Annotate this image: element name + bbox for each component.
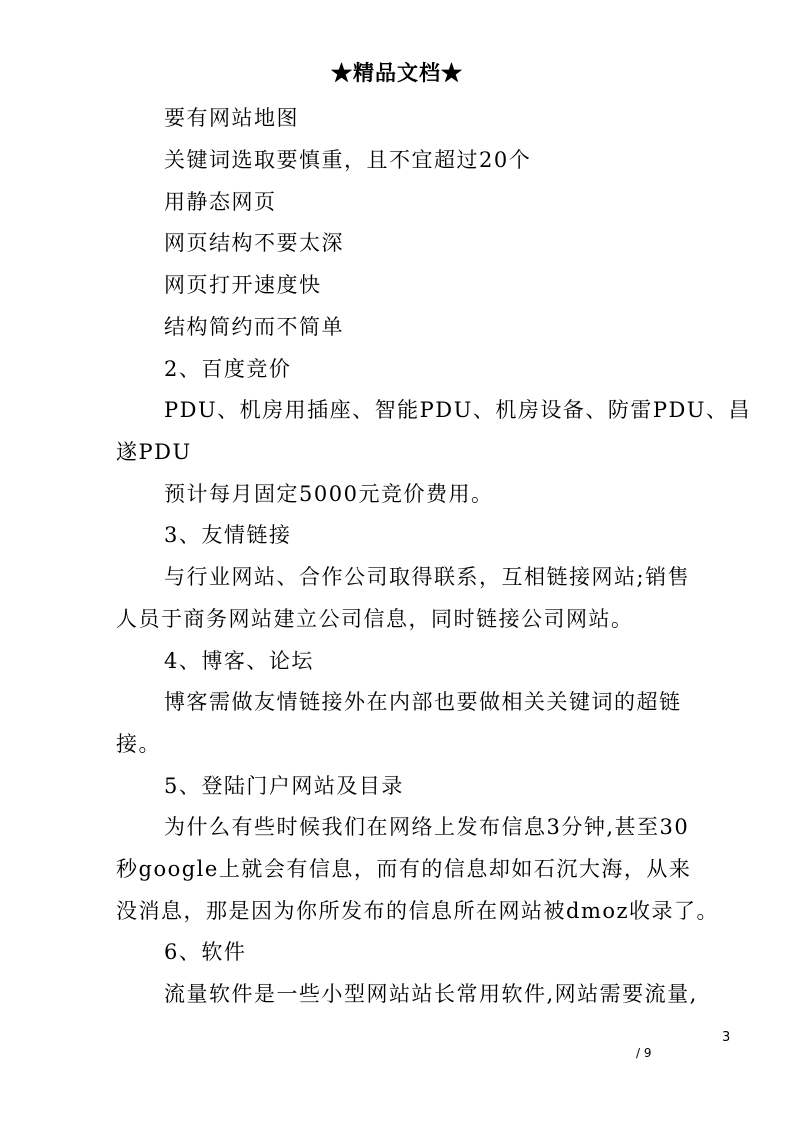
section-heading: 4、博客、论坛 <box>164 649 314 673</box>
document-header-title: ★精品文档★ <box>331 60 463 85</box>
body-line: 要有网站地图 <box>164 106 299 130</box>
body-line: 人员于商务网站建立公司信息，同时链接公司网站。 <box>116 607 634 631</box>
body-line: 网页打开速度快 <box>164 273 322 297</box>
page-total: / 9 <box>636 1046 652 1060</box>
body-line: 没消息，那是因为你所发布的信息所在网站被dmoz收录了。 <box>116 899 720 923</box>
body-line: 流量软件是一些小型网站站长常用软件,网站需要流量, <box>164 982 698 1006</box>
body-line: 与行业网站、合作公司取得联系，互相链接网站;销售 <box>164 565 691 589</box>
section-heading: 6、软件 <box>164 940 247 964</box>
body-line: 预计每月固定5000元竞价费用。 <box>164 482 494 506</box>
body-line: 遂PDU <box>116 440 192 464</box>
body-line: 结构简约而不简单 <box>164 315 344 339</box>
section-heading: 5、登陆门户网站及目录 <box>164 774 404 798</box>
body-line: 为什么有些时候我们在网络上发布信息3分钟,甚至30 <box>164 815 690 839</box>
body-line: 博客需做友情链接外在内部也要做相关关键词的超链 <box>164 690 682 714</box>
body-line: 用静态网页 <box>164 190 277 214</box>
body-line: 秒google上就会有信息，而有的信息却如石沉大海，从来 <box>116 857 692 881</box>
body-line: 网页结构不要太深 <box>164 231 344 255</box>
body-line: PDU、机房用插座、智能PDU、机房设备、防雷PDU、昌 <box>164 398 751 422</box>
body-line: 接。 <box>116 732 161 756</box>
section-heading: 2、百度竞价 <box>164 357 292 381</box>
page-number: 3 <box>722 1030 731 1045</box>
body-line: 关键词选取要慎重，且不宜超过20个 <box>164 148 532 172</box>
section-heading: 3、友情链接 <box>164 523 292 547</box>
